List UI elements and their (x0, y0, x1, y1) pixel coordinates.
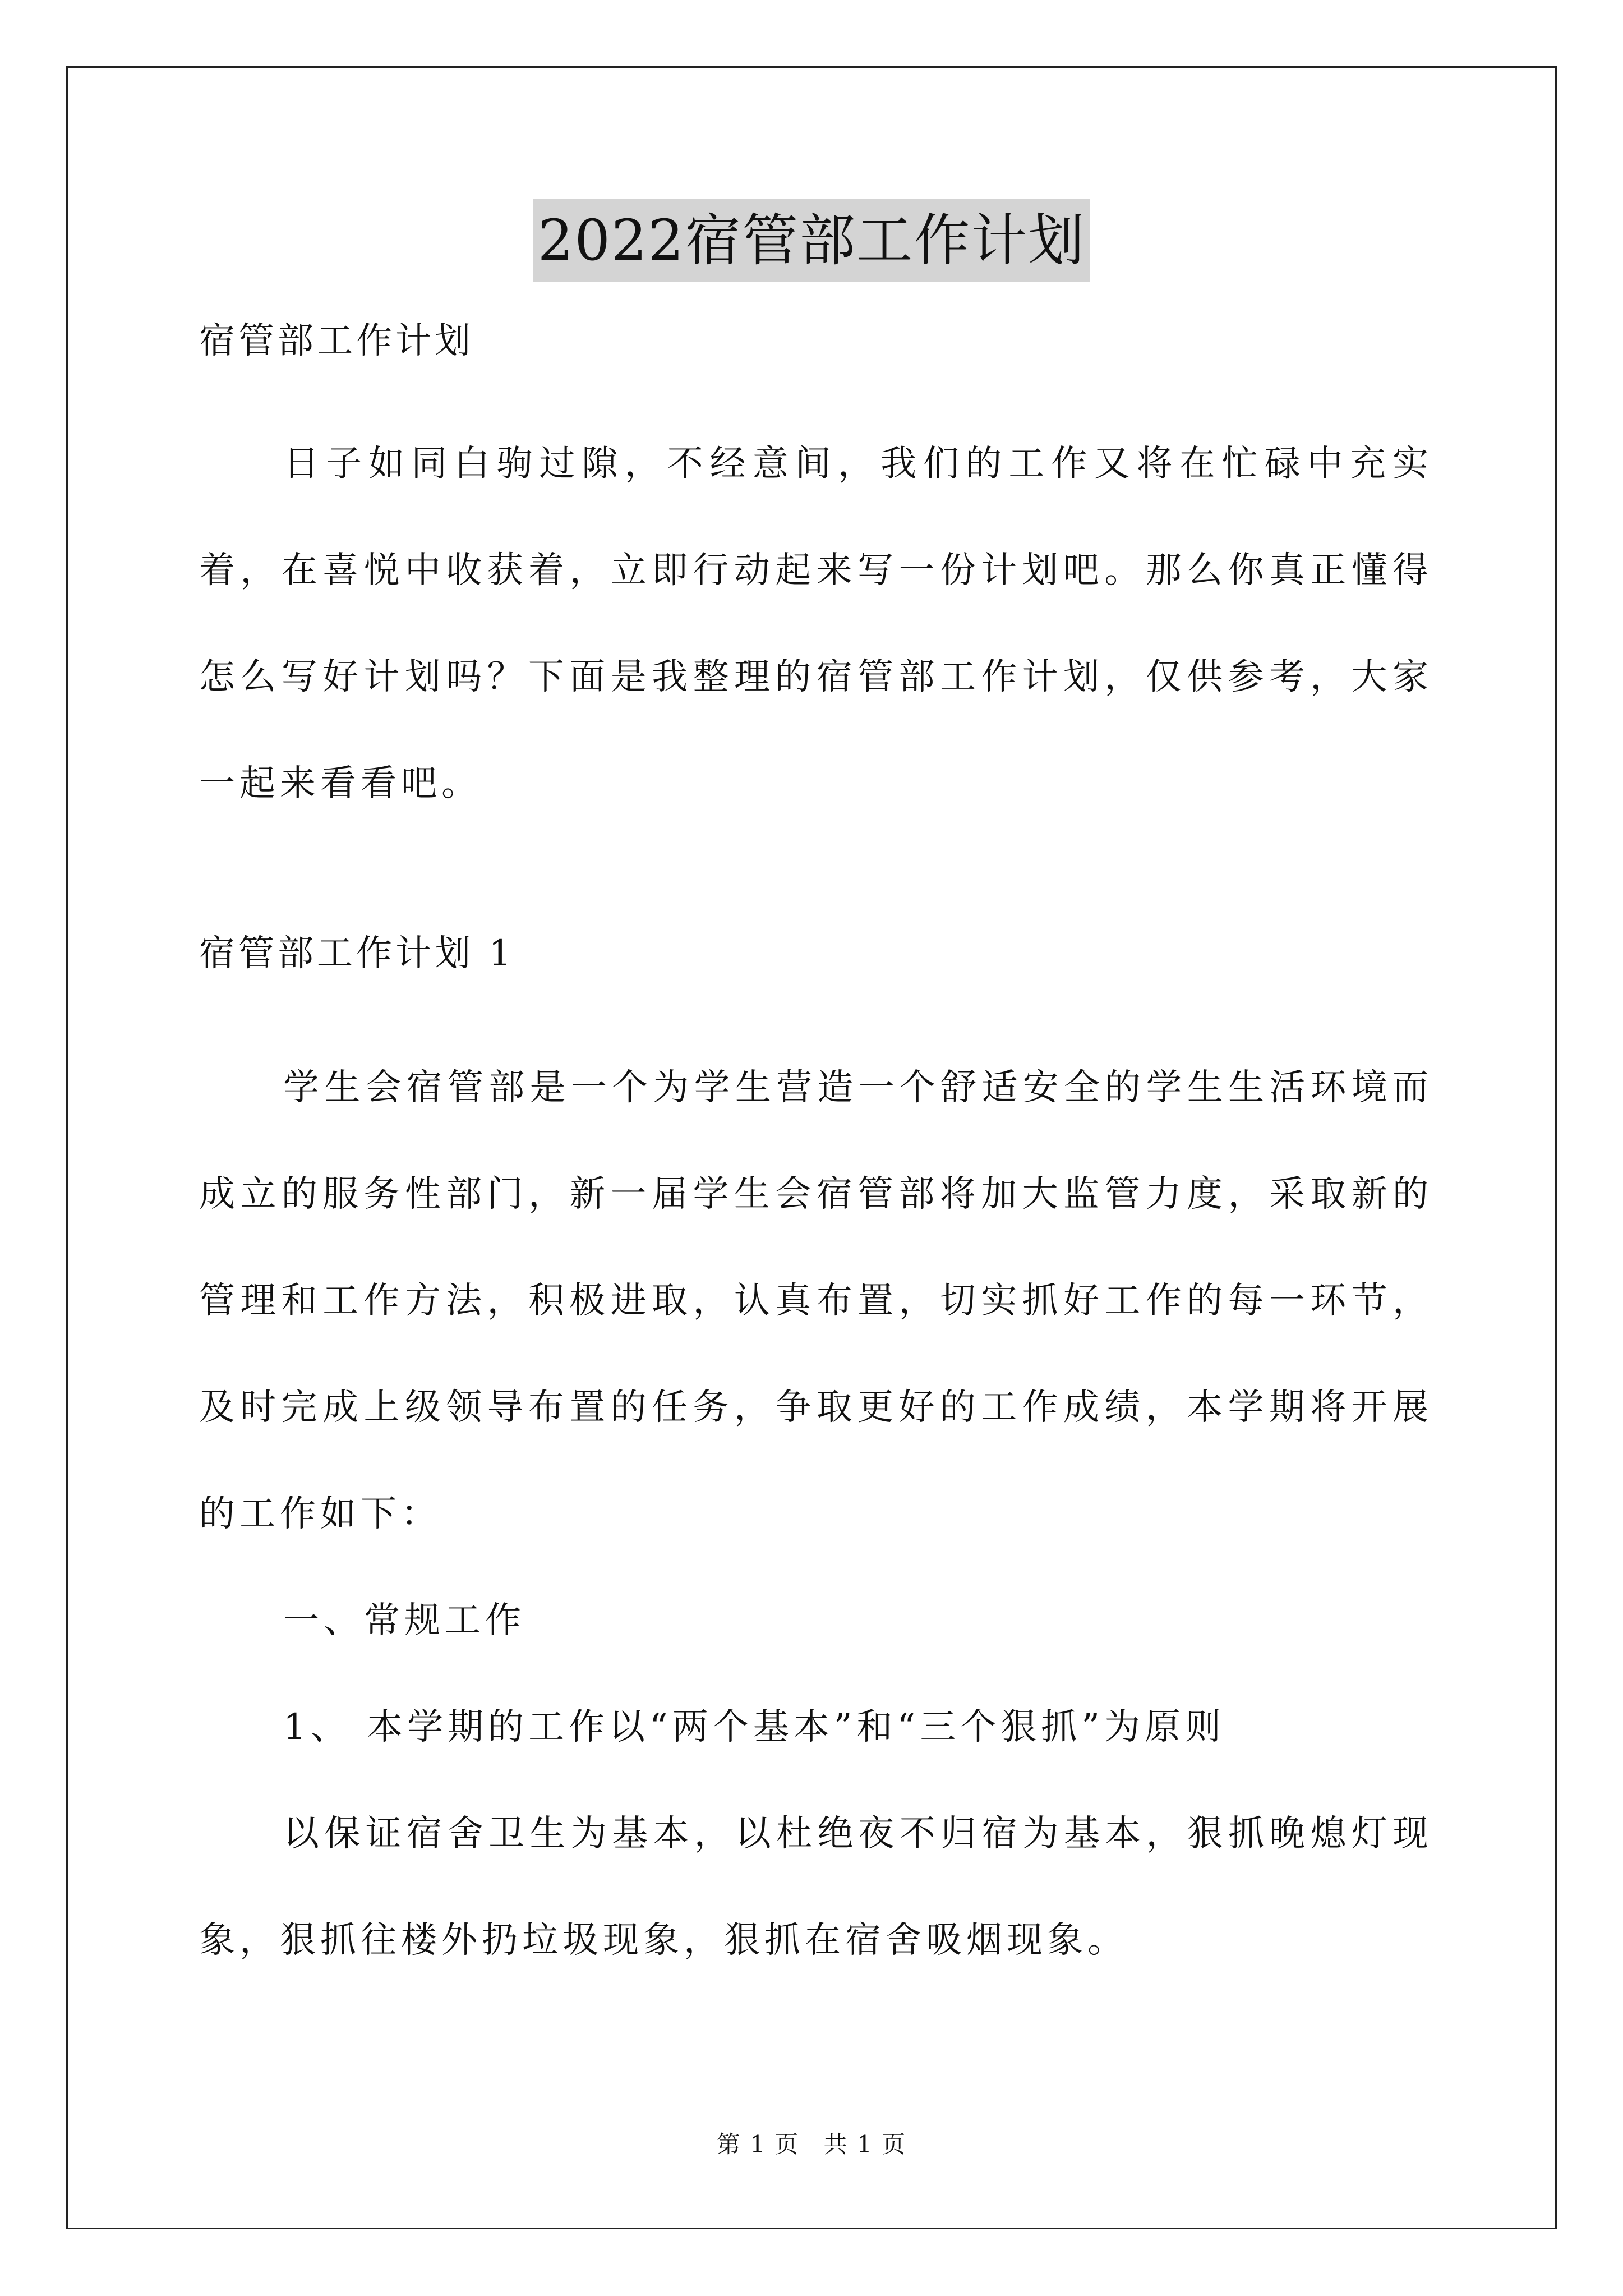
section-paragraph-2: 以保证宿舍卫生为基本，以杜绝夜不归宿为基本，狠抓晚熄灯现象，狠抓往楼外扔垃圾现象，狠抓在宿舍吸烟现象。 (199, 1813, 1433, 1961)
page-footer (0, 2126, 1623, 2160)
list-item-principle: 1、 本学期的工作以“两个基本”和“三个狠抓”为原则 (283, 1706, 1225, 1748)
document-body (199, 314, 1433, 1994)
section-heading: 宿管部工作计划 1 (199, 933, 515, 974)
section-paragraph: 学生会宿管部是一个为学生营造一个舒适安全的学生生活环境而成立的服务性部门，新一届学生会宿管部将加大监管力度，采取新的管理和工作方法，积极进取，认真布置，切实抓好工作的每一环节，及时完成上级领导布置的任务，争取更好的工作成绩，本学期将开展的工作如下： (199, 1067, 1433, 1535)
list-item-routine-work: 一、常规工作 (283, 1600, 525, 1641)
document-title: 2022宿管部工作计划 (533, 199, 1090, 282)
title-container (0, 199, 1623, 282)
page-total: 共 1 页 (823, 2131, 907, 2158)
intro-paragraph: 日子如同白驹过隙，不经意间，我们的工作又将在忙碌中充实着，在喜悦中收获着，立即行动起来写一份计划吧。那么你真正懂得怎么写好计划吗？下面是我整理的宿管部工作计划，仅供参考，大家一起来看看吧。 (199, 443, 1433, 804)
document-subtitle: 宿管部工作计划 (199, 320, 474, 362)
page-number: 第 1 页 (716, 2131, 800, 2158)
